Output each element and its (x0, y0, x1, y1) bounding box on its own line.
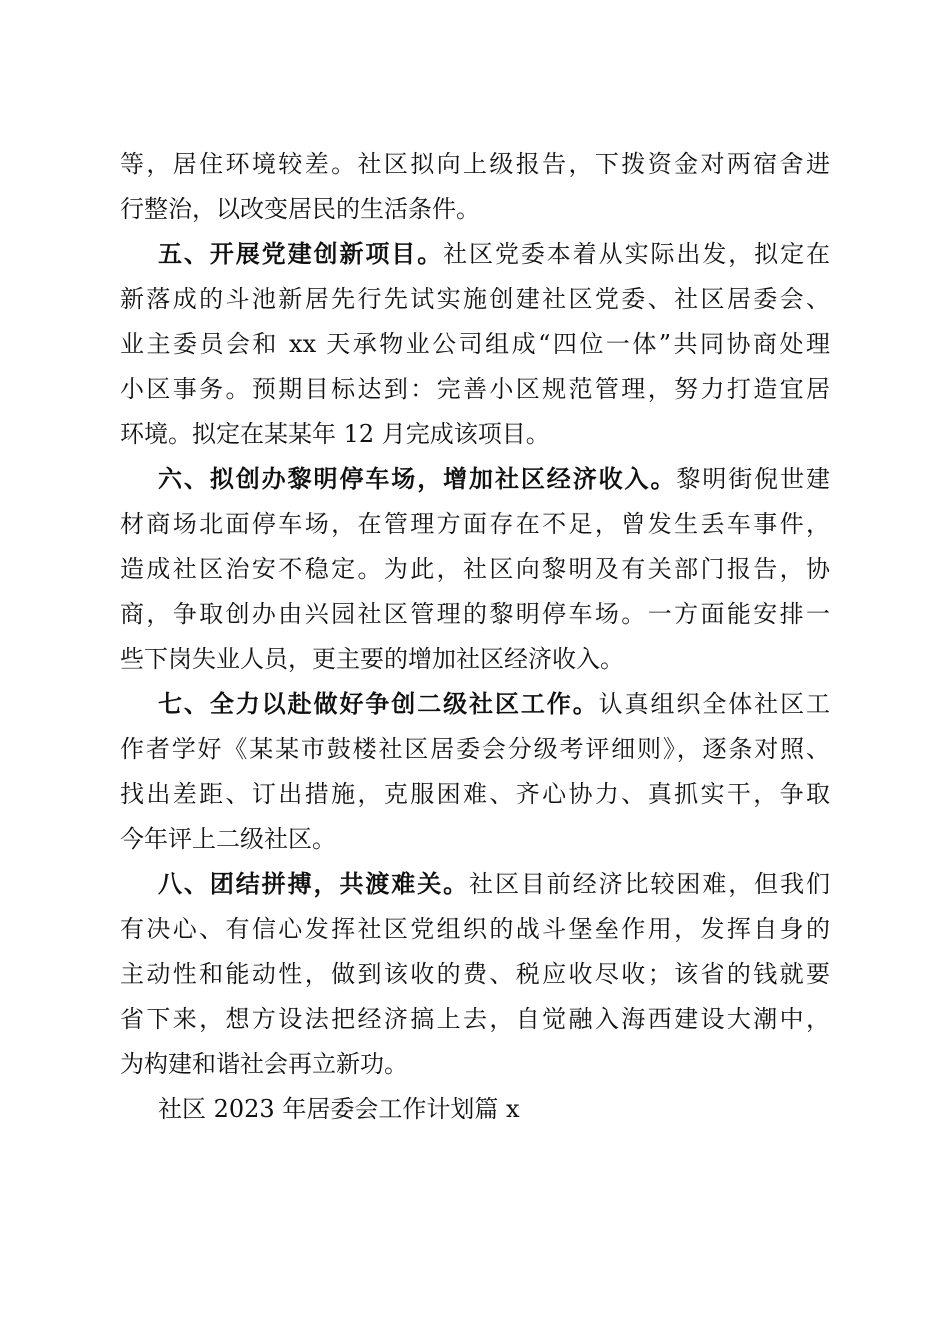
body-text-line: 作者学好《某某市鼓楼社区居委会分级考评细则》，逐条对照、 (120, 735, 830, 763)
body-text-line: 主动性和能动性，做到该收的费、税应收尽收；该省的钱就要 (120, 960, 830, 988)
body-text-line: 造成社区治安不稳定。为此，社区向黎明及有关部门报告，协 (120, 555, 830, 583)
section-6-heading: 六、拟创办黎明停车场，增加社区经济收入。 (158, 465, 677, 493)
body-text-line: 找出差距、订出措施，克服困难、齐心协力、真抓实干，争取 (120, 780, 830, 808)
body-text-line: 有决心、有信心发挥社区党组织的战斗堡垒作用，发挥自身的 (120, 915, 830, 943)
body-text-line: 行整治，以改变居民的生活条件。 (120, 195, 480, 223)
section-7-first-line (158, 681, 830, 727)
section-7-text: 认真组织全体社区工 (598, 690, 830, 718)
body-text-line: 业主委员会和 xx 天承物业公司组成“四位一体”共同协商处理 (120, 330, 830, 358)
section-8-text: 社区目前经济比较困难，但我们 (469, 870, 831, 898)
body-text-line: 为构建和谐社会再立新功。 (120, 1050, 408, 1078)
body-text-line: 等，居住环境较差。社区拟向上级报告，下拨资金对两宿舍进 (120, 150, 830, 178)
section-5-text: 社区党委本着从实际出发，拟定在 (443, 240, 831, 268)
section-8-first-line (158, 861, 830, 907)
body-text-line: 商，争取创办由兴园社区管理的黎明停车场。一方面能安排一 (120, 600, 830, 628)
body-text-line: 环境。拟定在某某年 12 月完成该项目。 (120, 420, 550, 448)
body-text-line: 今年评上二级社区。 (120, 825, 336, 853)
next-document-title: 社区 2023 年居委会工作计划篇 x (158, 1095, 520, 1123)
section-6-first-line (158, 456, 830, 502)
body-text-line: 省下来，想方设法把经济搞上去，自觉融入海西建设大潮中， (120, 1005, 830, 1033)
body-text-line: 些下岗失业人员，更主要的增加社区经济收入。 (120, 645, 624, 673)
body-text-line: 新落成的斗池新居先行先试实施创建社区党委、社区居委会、 (120, 285, 830, 313)
body-text-line: 材商场北面停车场，在管理方面存在不足，曾发生丢车事件， (120, 510, 830, 538)
section-7-heading: 七、全力以赴做好争创二级社区工作。 (158, 690, 599, 718)
section-8-heading: 八、团结拼搏，共渡难关。 (158, 870, 470, 898)
section-5-heading: 五、开展党建创新项目。 (158, 240, 444, 268)
section-5-first-line (158, 231, 830, 277)
section-6-text: 黎明街倪世建 (676, 465, 831, 493)
body-text-line: 小区事务。预期目标达到：完善小区规范管理，努力打造宜居 (120, 375, 830, 403)
